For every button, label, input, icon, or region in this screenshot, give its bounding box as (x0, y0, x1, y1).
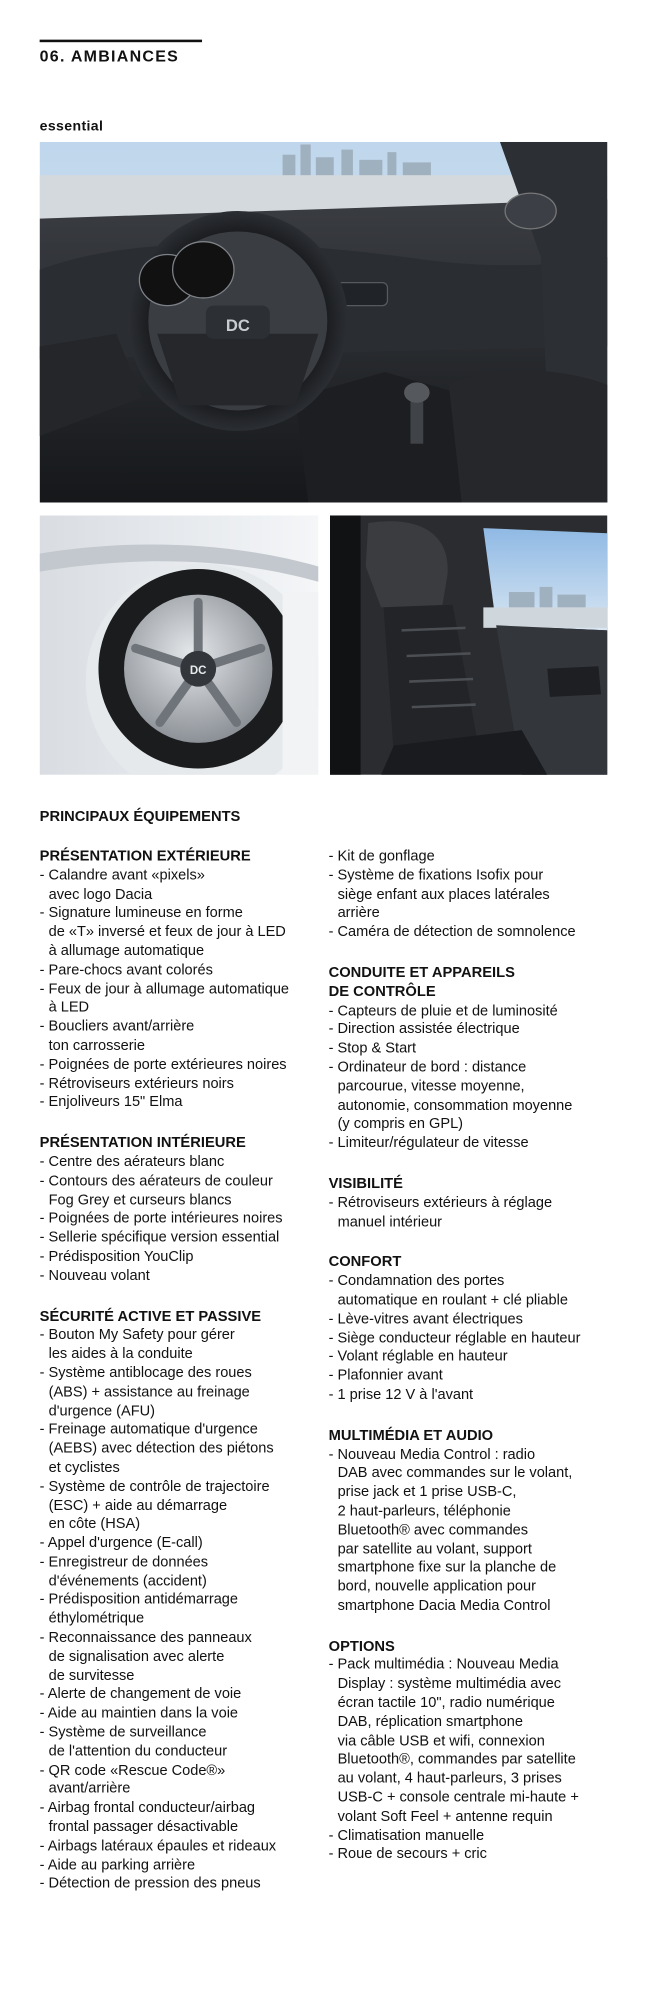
header-rule (40, 40, 202, 43)
category-multimedia (329, 1427, 615, 1616)
list-item: - Plafonnier avant (329, 1367, 615, 1386)
category-list (40, 1326, 324, 1894)
category-list (329, 1272, 615, 1404)
category-visibility (329, 1175, 615, 1232)
list-item: - Système de contrôle de trajectoire (ESC) + aide au démarrage en côte (HSA) (40, 1478, 324, 1535)
interior-dashboard-photo (40, 142, 608, 503)
svg-text:DC: DC (189, 664, 207, 677)
list-item: - Condamnation des portes automatique en roulant + clé pliable (329, 1272, 615, 1310)
list-item: - Centre des aérateurs blanc (40, 1153, 324, 1172)
list-item: - Kit de gonflage (329, 848, 615, 867)
equipment-right-column (329, 848, 615, 1887)
list-item: - Nouveau volant (40, 1267, 324, 1286)
list-item: - Aide au maintien dans la voie (40, 1705, 324, 1724)
category-title: CONDUITE ET APPAREILS DE CONTRÔLE (328, 965, 515, 1000)
category-options (329, 1638, 615, 1865)
trim-name: essential (39, 118, 104, 135)
list-item: - Climatisation manuelle (329, 1827, 615, 1846)
list-item: - Système antiblocage des roues (ABS) + assistance au freinage d'urgence (AFU) (40, 1364, 324, 1421)
category-title: SÉCURITÉ ACTIVE ET PASSIVE (39, 1308, 262, 1325)
category-list (329, 1657, 615, 1865)
list-item: - Système de fixations Isofix pour siège enfant aux places latérales arrière (329, 867, 615, 924)
list-item: - Appel d'urgence (E-call) (40, 1535, 324, 1554)
category-comfort (329, 1254, 615, 1405)
list-item: - Bouton My Safety pour gérer les aides à la conduite (40, 1326, 324, 1364)
list-item: - Prédisposition antidémarrage éthylométrique (40, 1591, 324, 1629)
list-item: - Sellerie spécifique version essential (40, 1229, 324, 1248)
list-item: - Airbags latéraux épaules et rideaux (40, 1837, 324, 1856)
category-safety (40, 1308, 324, 1895)
list-item: - Rétroviseurs extérieurs à réglage manuel intérieur (329, 1194, 615, 1232)
list-item: - Freinage automatique d'urgence (AEBS) avec détection des piétons et cyclistes (40, 1421, 324, 1478)
list-item: - Pare-chocs avant colorés (40, 961, 324, 980)
list-item: - Boucliers avant/arrière ton carrosserie (40, 1018, 324, 1056)
list-item: - Direction assistée électrique (329, 1021, 615, 1040)
list-item: - Ordinateur de bord : distance parcourue, vitesse moyenne, autonomie, consommation moyenne (y compris en GPL) (329, 1059, 615, 1135)
list-item: - Détection de pression des pneus (40, 1875, 324, 1894)
category-title: MULTIMÉDIA ET AUDIO (328, 1427, 494, 1444)
category-interior (40, 1134, 324, 1285)
list-item: - Poignées de porte intérieures noires (40, 1210, 324, 1229)
list-item: - Enregistreur de données d'événements (accident) (40, 1553, 324, 1591)
list-item: - Limiteur/régulateur de vitesse (329, 1134, 615, 1153)
list-item: - Aide au parking arrière (40, 1856, 324, 1875)
list-item: - Signature lumineuse en forme de «T» inversé et feux de jour à LED à allumage automatique (40, 905, 324, 962)
list-item: - Système de surveillance de l'attention du conducteur (40, 1724, 324, 1762)
category-title: CONFORT (328, 1254, 402, 1271)
list-item: - Calandre avant «pixels» avec logo Dacia (40, 867, 324, 905)
list-item: - Caméra de détection de somnolence (329, 923, 615, 942)
list-item: - Enjoliveurs 15" Elma (40, 1094, 324, 1113)
section-title: 06. AMBIANCES (39, 47, 180, 66)
category-list (329, 1194, 615, 1232)
category-list (329, 848, 615, 943)
list-item: - Volant réglable en hauteur (329, 1348, 615, 1367)
svg-text:DC: DC (225, 316, 250, 336)
list-item: - QR code «Rescue Code®» avant/arrière (40, 1762, 324, 1800)
list-item: - Contours des aérateurs de couleur Fog Grey et curseurs blancs (40, 1172, 324, 1210)
list-item: - Siège conducteur réglable en hauteur (329, 1329, 615, 1348)
category-driving (329, 964, 615, 1153)
list-item: - Stop & Start (329, 1040, 615, 1059)
list-item: - Nouveau Media Control : radio DAB avec commandes sur le volant, prise jack et 1 prise USB-C, 2 haut-parleurs, téléphonie Bluetooth® avec commandes par satellite au volant, support smartphone fixe sur la planche de bord, nouvelle application pour smartphone Dacia Media Control (329, 1446, 615, 1616)
list-item: - Airbag frontal conducteur/airbag frontal passager désactivable (40, 1799, 324, 1837)
category-exterior (40, 848, 324, 1113)
category-list (40, 867, 324, 1113)
category-title: PRÉSENTATION EXTÉRIEURE (39, 849, 251, 865)
list-item: - Pack multimédia : Nouveau Media Display : système multimédia avec écran tactile 10", radio numérique DAB, réplication smartphone via câble USB et wifi, connexion Bluetooth®, commandes par satellite au volant, 4 haut-parleurs, 3 prises USB-C + console centrale mi-haute + volant Soft Feel + antenne requin (329, 1657, 615, 1827)
list-item: - Rétroviseurs extérieurs noirs (40, 1075, 324, 1094)
list-item: - Alerte de changement de voie (40, 1686, 324, 1705)
list-item: - Poignées de porte extérieures noires (40, 1056, 324, 1075)
list-item: - 1 prise 12 V à l'avant (329, 1386, 615, 1405)
category-list (329, 1002, 615, 1153)
safety-continuation (329, 848, 615, 943)
list-item: - Roue de secours + cric (329, 1846, 615, 1865)
list-item: - Lève-vitres avant électriques (329, 1310, 615, 1329)
list-item: - Capteurs de pluie et de luminosité (329, 1002, 615, 1021)
category-list (329, 1446, 615, 1616)
list-item: - Reconnaissance des panneaux de signalisation avec alerte de survitesse (40, 1629, 324, 1686)
equipment-left-column (40, 848, 324, 1916)
category-title: OPTIONS (328, 1638, 395, 1655)
equipment-heading: PRINCIPAUX ÉQUIPEMENTS (39, 809, 241, 825)
list-item: - Feux de jour à allumage automatique à LED (40, 980, 324, 1018)
category-title: VISIBILITÉ (328, 1176, 403, 1192)
wheel-photo (40, 515, 319, 775)
category-list (40, 1153, 324, 1285)
seat-photo (330, 515, 607, 775)
category-title: PRÉSENTATION INTÉRIEURE (39, 1135, 246, 1152)
list-item: - Prédisposition YouClip (40, 1248, 324, 1267)
